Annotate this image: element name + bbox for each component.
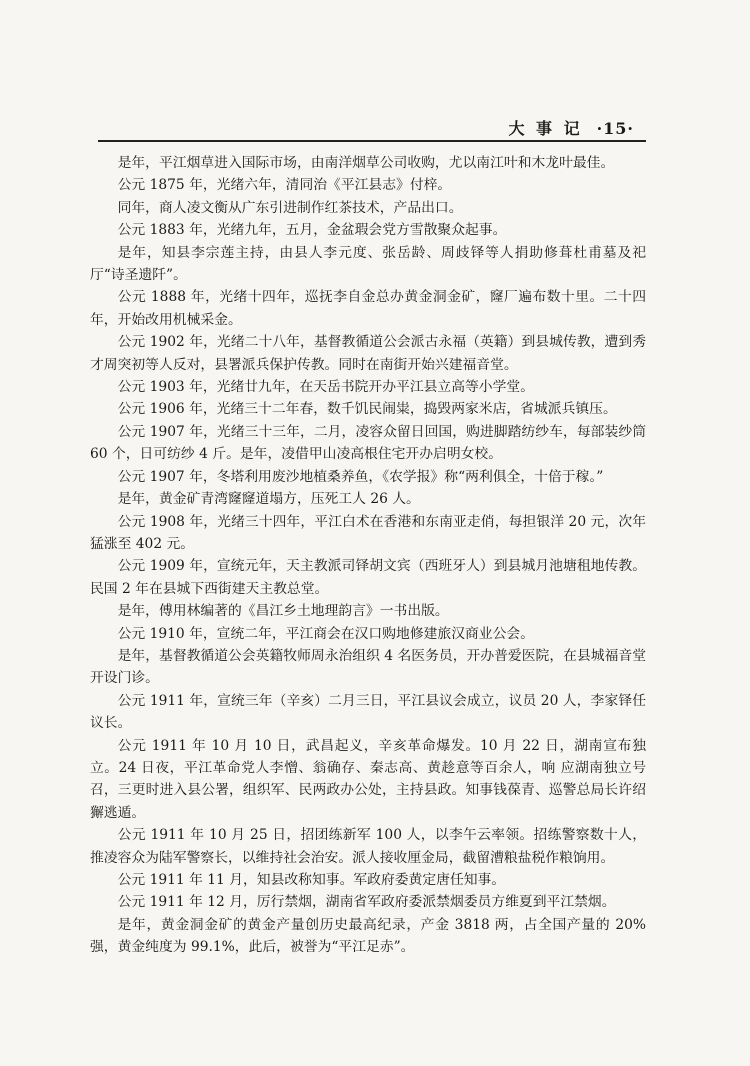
paragraph: 公元 1909 年，宣统元年，天主教派司铎胡文宾（西班牙人）到县城月池塘租地传教。民国 2 年在县城下西街建天主教总堂。 xyxy=(90,558,646,597)
paragraph: 公元 1911 年 11 月，知县改称知事。军政府委黄定唐任知事。 xyxy=(117,872,506,888)
paragraph: 是年，平江烟草进入国际市场，由南洋烟草公司收购，尤以南江叶和木龙叶最佳。 xyxy=(117,155,615,171)
chronicle-body xyxy=(90,152,646,959)
paragraph: 公元 1910 年，宣统二年，平江商会在汉口购地修建旅汉商业公会。 xyxy=(117,625,534,642)
paragraph: 公元 1902 年，光绪二十八年，基督教循道公会派古永福（英籍）到县城传教，遭到秀才周突初等人反对，县署派兵保护传教。同时在南街开始兴建福音堂。 xyxy=(90,334,646,373)
paragraph: 公元 1908 年，光绪三十四年，平江白术在香港和东南亚走俏，每担银洋 20 元，次年猛涨至 402 元。 xyxy=(90,513,646,552)
paragraph: 是年，知县李宗莲主持，由县人李元度、张岳龄、周歧铎等人捐助修葺杜甫墓及祀厅“诗圣遗阡”。 xyxy=(90,244,646,284)
header-rule xyxy=(98,140,646,142)
paragraph: 公元 1906 年，光绪三十二年春，数千饥民闹粜，捣毁两家米店，省城派兵镇压。 xyxy=(117,401,617,418)
paragraph: 公元 1907 年，冬塔利用废沙地植桑养鱼，《农学报》称“两利俱全，十倍于稼。” xyxy=(117,468,604,485)
page-header xyxy=(98,116,646,142)
paragraph: 同年，商人凌文衡从广东引进制作红茶技术，产品出口。 xyxy=(117,199,463,216)
paragraph: 公元 1911 年 10 月 10 日，武昌起义，辛亥革命爆发。10 月 22 日，湖南宣布独立。24 日夜，平江革命党人李憎、翁确存、秦志高、黄趁意等百余人，响 应湖南独立号召，三更时进入县公署，组织军、民两政办公处，主持县政。知事钱葆青、巡警总局长许绍獬逃遁。 xyxy=(90,737,646,821)
paragraph: 公元 1883 年，光绪九年，五月，金盆瑕会党方雪散聚众起事。 xyxy=(117,222,507,239)
paragraph: 是年，傅用林编著的《昌江乡土地理韵言》一书出版。 xyxy=(117,603,449,620)
running-head xyxy=(508,116,634,139)
paragraph: 公元 1907 年，光绪三十三年，二月，凌容众留日回国，购进脚踏纺纱车，每部装纱筒 60 个，日可纺纱 4 斤。是年，凌借甲山凌高根住宅开办启明女校。 xyxy=(90,423,646,463)
paragraph: 公元 1903 年，光绪廿九年，在天岳书院开办平江县立高等小学堂。 xyxy=(117,379,534,396)
paragraph: 公元 1911 年，宣统三年（辛亥）二月三日，平江县议会成立，议员 20 人，李家铎任议长。 xyxy=(90,692,646,732)
page-number: ·15· xyxy=(596,119,634,138)
paragraph: 公元 1875 年，光绪六年，清同治《平江县志》付梓。 xyxy=(117,177,452,194)
paragraph: 公元 1911 年 12 月，厉行禁烟，湖南省军政府委派禁烟委员方维夏到平江禁烟。 xyxy=(117,894,616,911)
paragraph: 是年，黄金洞金矿的黄金产量创历史最高纪录，产金 3818 两，占全国产量的 20%强，黄金纯度为 99.1%，此后，被誉为“平江足赤”。 xyxy=(90,916,646,956)
paragraph: 公元 1888 年，光绪十四年，巡抚李自金总办黄金洞金矿，窿厂遍布数十里。二十四年，开始改用机械采金。 xyxy=(90,289,646,328)
paragraph: 是年，黄金矿青湾窿窿道塌方，压死工人 26 人。 xyxy=(117,491,420,508)
paragraph: 是年，基督教循道公会英籍牧师周永治组织 4 名医务员，开办普爱医院，在县城福音堂开设门诊。 xyxy=(90,647,646,687)
section-title: 大 事 记 xyxy=(508,119,583,138)
paragraph: 公元 1911 年 10 月 25 日，招团练新军 100 人，以李午云率领。招练警察数十人，推凌容众为陆军警察长，以维持社会治安。派人接收厘金局，截留漕粮盐税作粮饷用。 xyxy=(90,827,646,866)
